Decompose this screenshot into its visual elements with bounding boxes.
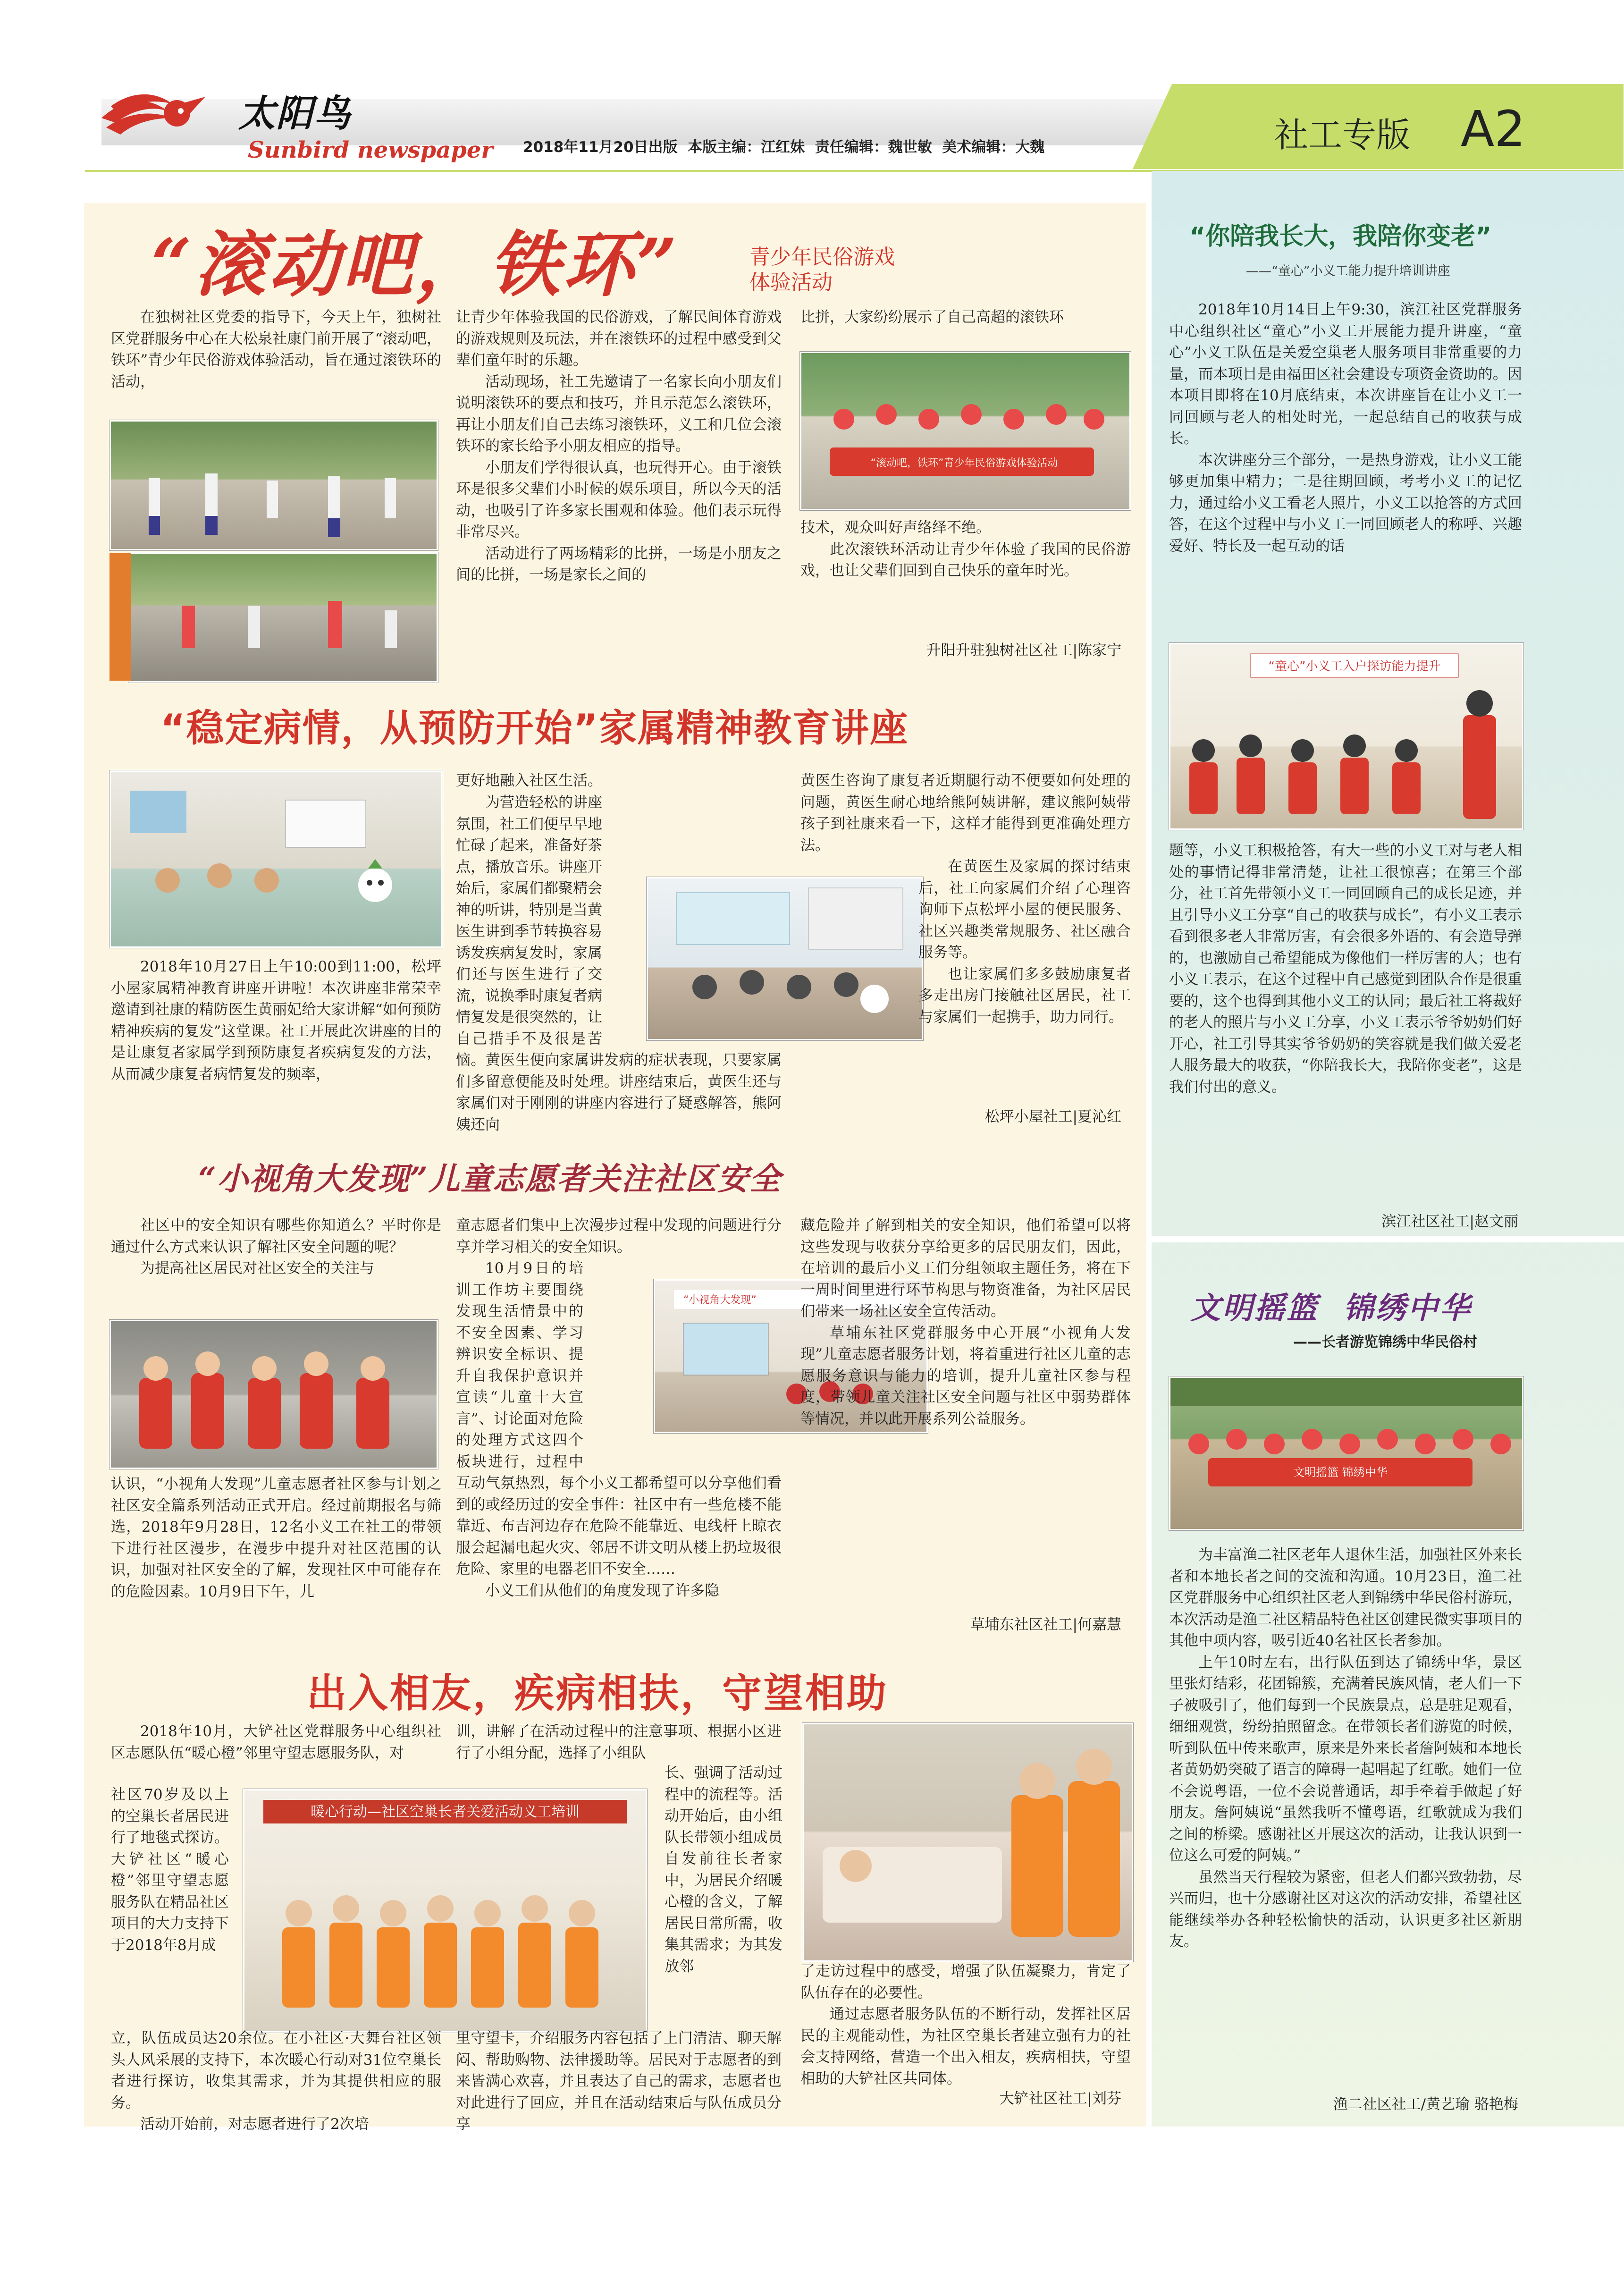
- a3-paragraph: 社区中的安全知识有哪些你知道么？平时你是通过什么方式来认识了解社区安全问题的呢？: [111, 1217, 441, 1256]
- a1-photo-1: [109, 420, 438, 550]
- a3-photo-1: [109, 1320, 438, 1469]
- logo-cn: 太阳鸟: [238, 92, 352, 135]
- a4-paragraph: 长、强调了活动过程中的流程等。活动开始后，由小组队长带领小组成员自发前往长者家中，为居民介绍暖心橙的含义，了解居民日常所需，收集其需求；为其发放邻: [665, 1764, 783, 1975]
- sidebar-separator: [1152, 1236, 1624, 1242]
- a4-paragraph: 2018年10月，大铲社区党群服务中心组织社区志愿队伍“暖心橙”邻里守望志愿服务队，对: [111, 1723, 441, 1762]
- a4-paragraph: 活动开始前，对志愿者进行了2次培: [140, 2116, 369, 2133]
- a1-col-2: [456, 307, 782, 684]
- a2-col-1: [111, 956, 441, 1155]
- s2-paragraph: 为丰富渔二社区老年人退休生活，加强社区外来长者和本地长者之间的交流和沟通。10月23日，渔二社区党群服务中心组织社区老人到锦绣中华民俗村游玩，本次活动是渔二社区精品特色社区创建民微实事项目的其他中项内容，吸引近40名社区长者参加。: [1169, 1546, 1522, 1649]
- a1-paragraph: 小朋友们学得很认真，也玩得开心。由于滚铁环是很多父辈们小时候的娱乐项目，所以今天的活动，也吸引了许多家长围观和体验。他们表示玩得非常尽兴。: [456, 459, 782, 540]
- s2-title: 文明摇篮 锦绣中华: [1190, 1291, 1472, 1326]
- s2-credit: 渔二社区社工/黄艺瑜 骆艳梅: [1333, 2096, 1518, 2113]
- a4-col-1-narrow: [111, 1784, 229, 2025]
- a4-credit: 大铲社区社工|刘芬: [999, 2090, 1121, 2107]
- a4-col-2-bottom: [456, 2028, 782, 2133]
- a3-col-1-bottom: [111, 1474, 441, 1644]
- s1-title: “你陪我长大，我陪你变老”: [1189, 222, 1492, 251]
- a2-paragraph: 2018年10月27日上午10:00到11:00，松坪小屋家属精神教育讲座开讲啦！本次讲座非常荣幸邀请到社康的精防医生黄丽妃给大家讲解“如何预防精神疾病的复发”这堂课。社工开展此次讲座的目的是让康复者家属学到预防康复者疾病复发的方法，从而减少康复者病情复发的频率，: [111, 958, 441, 1083]
- a4-title: 出入相友，疾病相扶，守望相助: [307, 1670, 889, 1716]
- a4-paragraph: 训，讲解了在活动过程中的注意事项、根据小区进行了小组分配，选择了小组队: [456, 1723, 782, 1762]
- s1-paragraph: 本次讲座分三个部分，一是热身游戏，让小义工能够更加集中精力；二是往期回顾，考考小义工的记忆力，通过给小义工看老人照片，小义工以抢答的方式回答，在这个过程中与小义工一同回顾老人的称呼、兴趣爱好、特长及一起互动的话: [1169, 451, 1522, 555]
- section-name: 社工专版: [1274, 115, 1411, 155]
- a4-paragraph: 社区70岁及以上的空巢长者居民进行了地毯式探访。大铲社区“暖心橙”邻里守望志愿服务队在精品社区项目的大力支持下于2018年8月成: [111, 1786, 229, 1954]
- a4-paragraph: 里守望卡，介绍服务内容包括了上门清洁、聊天解闷、帮助购物、法律援助等。居民对于志愿者的到来皆满心欢喜，并且表达了自己的需求，志愿者也对此进行了回应，并且在活动结束后与队伍成员分享: [456, 2030, 782, 2133]
- a3-paragraph: 草埔东社区党群服务中心开展“小视角大发现”儿童志愿者服务计划，将着重进行社区儿童的志愿服务意识与能力的培训，提升儿童社区参与程度，带领儿童关注社区安全问题与社区中弱势群体等情况，并以此开展系列公益服务。: [800, 1324, 1131, 1427]
- svg-text:“滚动吧，铁环”青少年民俗游戏体验活动: “滚动吧，铁环”青少年民俗游戏体验活动: [870, 457, 1058, 469]
- publication-meta: 2018年11月20日出版 本版主编：江红妹 责任编辑：魏世敏 美术编辑：大魏: [523, 139, 1045, 156]
- s1-credit: 滨江社区社工|赵文丽: [1381, 1213, 1518, 1230]
- s2-paragraph: 虽然当天行程较为紧密，但老人们都兴致勃勃，尽兴而归，也十分感谢社区对这次的活动安排，希望社区能继续举办各种轻松愉快的活动，认识更多社区新朋友。: [1169, 1868, 1522, 1950]
- a2-col-3: [800, 770, 1131, 1091]
- s1-body-bottom: [1169, 840, 1522, 1208]
- a1-paragraph: 让青少年体验我国的民俗游戏，了解民间体育游戏的游戏规则及玩法，并在滚铁环的过程中感受到父辈们童年时的乐趣。: [456, 309, 782, 369]
- a1-red-block: [109, 553, 131, 681]
- a4-paragraph: 通过志愿者服务队伍的不断行动，发挥社区居民的主观能动性，为社区空巢长者建立强有力的社会支持网络，营造一个出入相友，疾病相扶，守望相助的大铲社区共同体。: [800, 2006, 1131, 2087]
- s1-photo: [1169, 643, 1523, 830]
- s1-subtitle: ——“童心”小义工能力提升培训讲座: [1246, 264, 1450, 279]
- s2-photo: [1169, 1376, 1523, 1530]
- a2-paragraph: 黄医生咨询了康复者近期腿行动不便要如何处理的问题，黄医生耐心地给熊阿姨讲解，建议熊阿姨带孩子到社康来看一下，这样才能得到更准确处理方法。: [800, 772, 1131, 854]
- a1-photo-2: [128, 552, 438, 683]
- a4-col-2-narrow: [665, 1763, 783, 2027]
- svg-text:文明摇篮 锦绣中华: 文明摇篮 锦绣中华: [1293, 1466, 1388, 1479]
- a2-paragraph: 也让家属们多多鼓励康复者多走出房门接触社区居民，社工与家属们一起携手，助力同行。: [918, 965, 1131, 1026]
- a4-photo-1: [243, 1789, 647, 2033]
- a2-paragraph: 更好地融入社区生活。: [456, 772, 602, 789]
- a2-credit: 松坪小屋社工|夏沁红: [984, 1108, 1121, 1125]
- a1-subtitle-2: 体验活动: [749, 270, 833, 295]
- s1-paragraph: 题等，小义工积极抢答，有大一些的小义工对与老人相处的事情记得非常清楚，让社工很惊喜；在第三个部分，社工首先带领小义工一同回顾自己的成长足迹，并且引导小义工分享“自己的收获与成长”，有小义工表示看到很多老人非常厉害，有会很多外语的、有会造导弹的，也激励自己希望能成为像他们一样厉害的人；也有小义工表示，在这个过程中自己感觉到团队合作是很重要的，这个也得到其他小义工的认同；最后社工将裁好的老人的照片与小义工分享，小义工表示爷爷奶奶们好开心，社工引导其实爷爷奶奶的笑容就是我们做关爱老人服务最大的收获，“你陪我长大，我陪你变老”，这是我们付出的意义。: [1169, 842, 1522, 1096]
- a1-photo-3: [800, 352, 1131, 510]
- a3-paragraph: 为提高社区居民对社区安全的关注与: [140, 1260, 374, 1277]
- a3-paragraph: 10月9日的培训工作坊主要围绕发现生活情景中的不安全因素、学习辨识安全标识、提升自我保护意识并宣读“儿童十大宣言”、讨论面对危险的处理方式这四个板块进行，过程中互动气氛热烈，每个小义工都希望可以分享他们看到的或经历过的安全事件：社区中有一些危楼不能靠近、布吉河边存在危险不能靠近、电线杆上晾衣服会起漏电起火灾、邻居不讲文明从楼上扔垃圾很危险、家里的电器老旧不安全……: [456, 1260, 782, 1578]
- page-number: A2: [1461, 100, 1526, 158]
- a1-paragraph: 技术，观众叫好声络绎不绝。: [800, 519, 991, 536]
- a3-paragraph: 藏危险并了解到相关的安全知识，他们希望可以将这些发现与收获分享给更多的居民朋友们，因此，在培训的最后小义工们分组领取主题任务，将在下一周时间里进行环节构思与物资准备，为社区居民们带来一场社区安全宣传活动。: [800, 1217, 1131, 1320]
- a3-col-3: [800, 1215, 1131, 1555]
- s1-body-top: [1169, 299, 1522, 630]
- logo-en: Sunbird newspaper: [248, 137, 493, 163]
- a1-subtitle-1: 青少年民俗游戏: [749, 245, 895, 269]
- a1-paragraph: 活动现场，社工先邀请了一名家长向小朋友们说明滚铁环的要点和技巧，并且示范怎么滚铁环，再让小朋友们自己去练习滚铁环，义工和几位会滚铁环的家长给予小朋友相应的指导。: [456, 373, 782, 455]
- a1-paragraph: 此次滚铁环活动让青少年体验了我国的民俗游戏，也让父辈们回到自己快乐的童年时光。: [800, 540, 1131, 579]
- a1-paragraph: 比拼，大家纷纷展示了自己高超的滚铁环: [800, 309, 1064, 326]
- a2-paragraph: 为营造轻松的讲座氛围，社工们便早早地忙碌了起来，准备好茶点，播放音乐。讲座开始后，家属们都聚精会神的听讲，特别是当黄医生讲到季节转换容易诱发疾病复发时，家属们还与医生进行了交流，说换季时康复者病情复发是很突然的，让自己措手不及很是苦恼。黄医生便向家属讲发病的症状表现，只要家属们多留意便能及时处理。讲座结束后，黄医生还与家属们对于刚刚的讲座内容进行了疑惑解答，熊阿姨还向: [456, 794, 782, 1133]
- a4-paragraph: 了走访过程中的感受，增强了队伍凝聚力，肯定了队伍存在的必要性。: [800, 1963, 1131, 2001]
- sunbird-logo: [97, 78, 238, 149]
- a2-photo-1: [109, 770, 443, 948]
- a1-col-3-top: [800, 307, 1131, 350]
- svg-text:“小视角大发现”: “小视角大发现”: [683, 1294, 757, 1306]
- a1-paragraph: 在独树社区党委的指导下，今天上午，独树社区党群服务中心在大松泉社康门前开展了“滚动吧，铁环”青少年民俗游戏体验活动，旨在通过滚铁环的活动，: [111, 309, 441, 390]
- a3-paragraph: 小义工们从他们的角度发现了许多隐: [485, 1582, 719, 1599]
- a3-col-1-top: [111, 1215, 441, 1309]
- a4-paragraph: 立，队伍成员达20余位。在小社区·大舞台社区领头人风采展的支持下，本次暖心行动对31位空巢长者进行探访，收集其需求，并为其提供相应的服务。: [111, 2030, 441, 2111]
- a1-col-1: [111, 307, 441, 420]
- a4-col-1-bottom: [111, 2028, 441, 2133]
- a1-paragraph: 活动进行了两场精彩的比拼，一场是小朋友之间的比拼，一场是家长之间的: [456, 545, 782, 583]
- s1-paragraph: 2018年10月14日上午9:30，滨江社区党群服务中心组织社区“童心”小义工开展能力提升讲座，“童心”小义工队伍是关爱空巢老人服务项目非常重要的力量，而本项目是由福田区社会建设专项资金资助的。因本项目即将在10月底结束，本次讲座旨在让小义工一同回顾与老人的相处时光，一起总结自己的收获与成长。: [1169, 301, 1522, 447]
- svg-text:“童心”小义工入户探访能力提升: “童心”小义工入户探访能力提升: [1268, 659, 1441, 674]
- a4-col-1-top: [111, 1721, 441, 1787]
- a3-title: “小视角大发现”儿童志愿者关注社区安全: [198, 1160, 782, 1197]
- a3-paragraph: 认识，“小视角大发现”儿童志愿者社区参与计划之社区安全篇系列活动正式开启。经过前期报名与筛选，2018年9月28日，12名小义工在社工的带领下进行社区漫步，在漫步中提升对社区范围的认识，加强对社区安全的了解，发现社区中可能存在的危险因素。10月9日下午，儿: [111, 1476, 441, 1600]
- a3-credit: 草埔东社区社工|何嘉慧: [970, 1616, 1121, 1633]
- a4-photo-2: [802, 1723, 1133, 1962]
- a2-title: “稳定病情，从预防开始”家属精神教育讲座: [160, 706, 909, 750]
- a3-paragraph: 童志愿者们集中上次漫步过程中发现的问题进行分享并学习相关的安全知识。: [456, 1217, 782, 1256]
- a4-col-3: [800, 1961, 1131, 2102]
- a1-col-3-bottom: [800, 517, 1131, 626]
- a2-paragraph: 在黄医生及家属的探讨结束后，社工向家属们介绍了心理咨询师下点松坪小屋的便民服务、社区兴趣类常规服务、社区融合服务等。: [918, 858, 1131, 961]
- svg-text:暖心行动—社区空巢长者关爱活动义工培训: 暖心行动—社区空巢长者关爱活动义工培训: [311, 1804, 580, 1820]
- a1-title: “滚动吧，铁环”: [151, 223, 680, 306]
- s2-paragraph: 上午10时左右，出行队伍到达了锦绣中华，景区里张灯结彩，花团锦簇，充满着民族风情，老人们一下子被吸引了，他们每到一个民族景点，总是驻足观看，细细观赏，纷纷拍照留念。在带领长者们游览的时候，听到队伍中传来歌声，原来是外来长者詹阿姨和本地长者黄奶奶突破了语言的障碍一起唱起了红歌。她们一位不会说粤语，一位不会说普通话，却手牵着手做起了好朋友。詹阿姨说“虽然我听不懂粤语，红歌就成为我们之间的桥梁。感谢社区开展这次的活动，让我认识到一位这么可爱的阿姨。”: [1169, 1654, 1522, 1864]
- s2-subtitle: ——长者游览锦绣中华民俗村: [1293, 1334, 1477, 1351]
- s2-body: [1169, 1545, 1522, 2092]
- a1-credit: 升阳升驻独树社区社工|陈家宁: [926, 642, 1121, 659]
